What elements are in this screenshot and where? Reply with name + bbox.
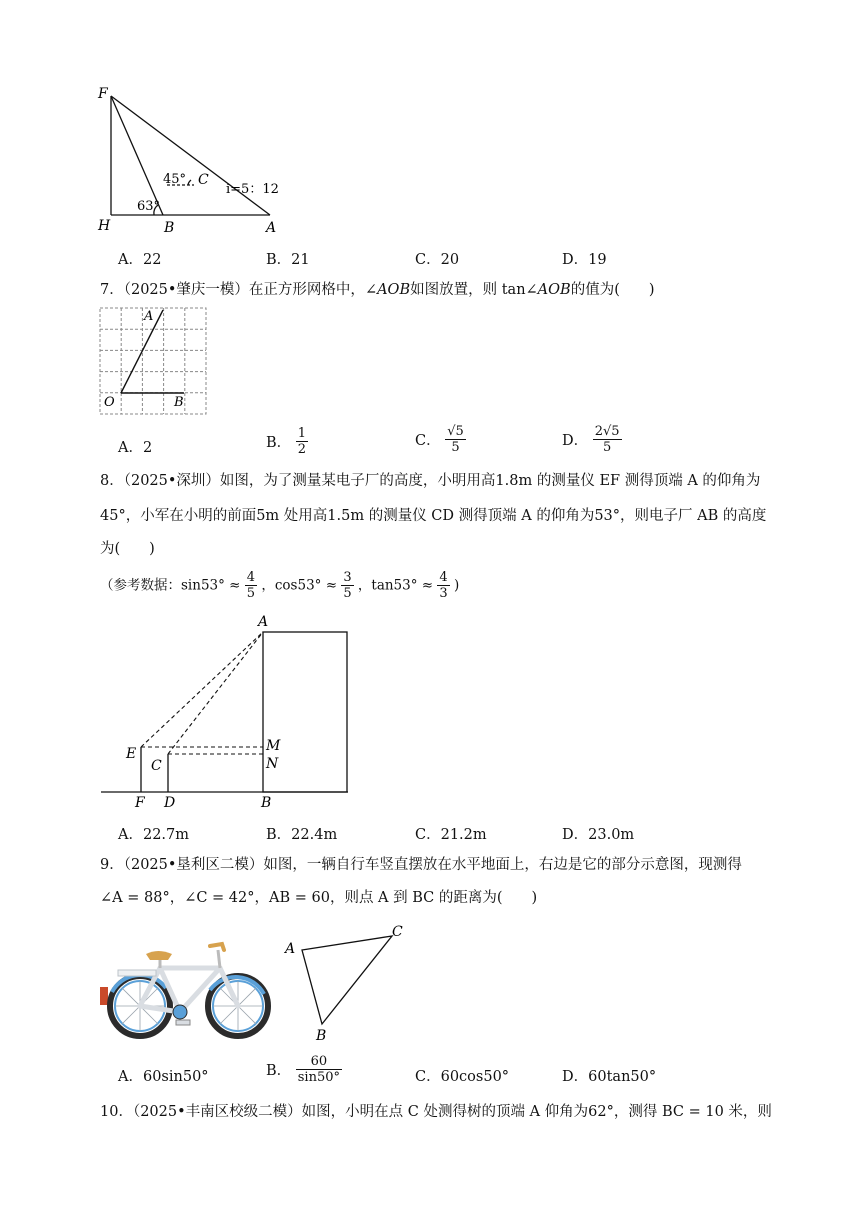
q8-reference-data: （参考数据：sin53° ≈ $\frac{4}{5}$ ，cos53° ≈ $\frac{3}{5}$ ，tan53° ≈ $\frac{4}{3}$ ) bbox=[100, 570, 460, 601]
q8-stem-line2: 45°，小军在小明的前面5m 处用高1.5m 的测量仪 CD 测得顶端 A 的仰角为53°，则电子厂 AB 的高度 bbox=[100, 508, 767, 524]
q8-stem-line3: 为( ) bbox=[100, 541, 155, 557]
q6-option-d: D．19 bbox=[562, 252, 607, 268]
q6-label-slope: i=5：12 bbox=[226, 182, 279, 197]
q9-stem-line2: ∠A = 88°，∠C = 42°，AB = 60，则点 A 到 BC 的距离为( ) bbox=[100, 890, 538, 906]
q9-option-a: A．60sin50° bbox=[118, 1069, 209, 1085]
q6-label-45: 45° bbox=[163, 172, 187, 187]
q9-option-c: C．60cos50° bbox=[415, 1069, 510, 1085]
q6-arc-45 bbox=[188, 180, 191, 185]
q6-label-C: C bbox=[198, 172, 209, 188]
q8-stem-line1: 8．（2025•深圳）如图，为了测量某电子厂的高度，小明用高1.8m 的测量仪 EF 测得顶端 A 的仰角为 bbox=[100, 473, 761, 489]
q8-label-B: B bbox=[261, 795, 272, 811]
q9-stem-line1: 9．（2025•垦利区二模）如图，一辆自行车竖直摆放在水平地面上，右边是它的部分示意图，现测得 bbox=[100, 857, 742, 873]
q9-label-A: A bbox=[285, 941, 296, 957]
q8-label-N: N bbox=[266, 756, 279, 772]
q6-label-A: A bbox=[266, 220, 277, 236]
q8-label-F: F bbox=[135, 795, 145, 811]
q8-option-b: B．22.4m bbox=[266, 827, 338, 843]
q8-option-d: D．23.0m bbox=[562, 827, 635, 843]
q10-stem-line1: 10．（2025•丰南区校级二模）如图，小明在点 C 处测得树的顶端 A 仰角为62°，测得 BC = 10 米，则 bbox=[100, 1104, 772, 1120]
q6-label-B: B bbox=[164, 220, 175, 236]
q6-option-c: C．20 bbox=[415, 252, 460, 268]
q8-sight-EA bbox=[141, 632, 263, 747]
q7-option-a: A．2 bbox=[118, 440, 153, 456]
bicycle-image bbox=[98, 932, 274, 1044]
q9-option-d: D．60tan50° bbox=[562, 1069, 657, 1085]
q8-label-D: D bbox=[164, 795, 176, 811]
q9-label-B: B bbox=[316, 1028, 327, 1044]
q6-option-a: A．22 bbox=[118, 252, 162, 268]
q9-triangle-figure bbox=[280, 918, 410, 1046]
q6-label-F: F bbox=[98, 86, 108, 102]
q8-figure bbox=[98, 612, 358, 812]
q6-line-FA bbox=[111, 96, 270, 215]
q9-triangle bbox=[302, 936, 392, 1024]
q6-label-H: H bbox=[98, 218, 111, 234]
q8-sight-CA bbox=[168, 632, 263, 754]
q9-option-b: B． $\frac{60}{\sin 50^\circ}$ bbox=[266, 1054, 341, 1085]
q8-label-E: E bbox=[126, 746, 137, 762]
q6-option-b: B．21 bbox=[266, 252, 310, 268]
q6-line-FB bbox=[111, 96, 163, 215]
q7-label-O: O bbox=[104, 395, 115, 410]
q8-label-A: A bbox=[258, 614, 269, 630]
q7-stem: 7．（2025•肇庆一模）在正方形网格中，∠AOB如图放置，则 tan∠AOB的值为( ) bbox=[100, 282, 655, 298]
q7-label-B: B bbox=[174, 395, 184, 410]
q8-label-M: M bbox=[266, 738, 281, 754]
q6-figure bbox=[90, 84, 300, 236]
q8-label-C: C bbox=[151, 758, 162, 774]
q7-option-c: C． $\frac{√5}{5}$ bbox=[415, 424, 464, 455]
q9-label-C: C bbox=[392, 924, 403, 940]
q6-label-63: 63° bbox=[137, 199, 161, 214]
q8-option-a: A．22.7m bbox=[118, 827, 190, 843]
q7-option-d: D． $\frac{2√5}{5}$ bbox=[562, 424, 620, 455]
q7-label-A: A bbox=[144, 309, 154, 324]
q8-option-c: C．21.2m bbox=[415, 827, 487, 843]
q7-grid-figure bbox=[98, 306, 210, 416]
q7-option-b: B． $\frac{1}{2}$ bbox=[266, 426, 307, 457]
